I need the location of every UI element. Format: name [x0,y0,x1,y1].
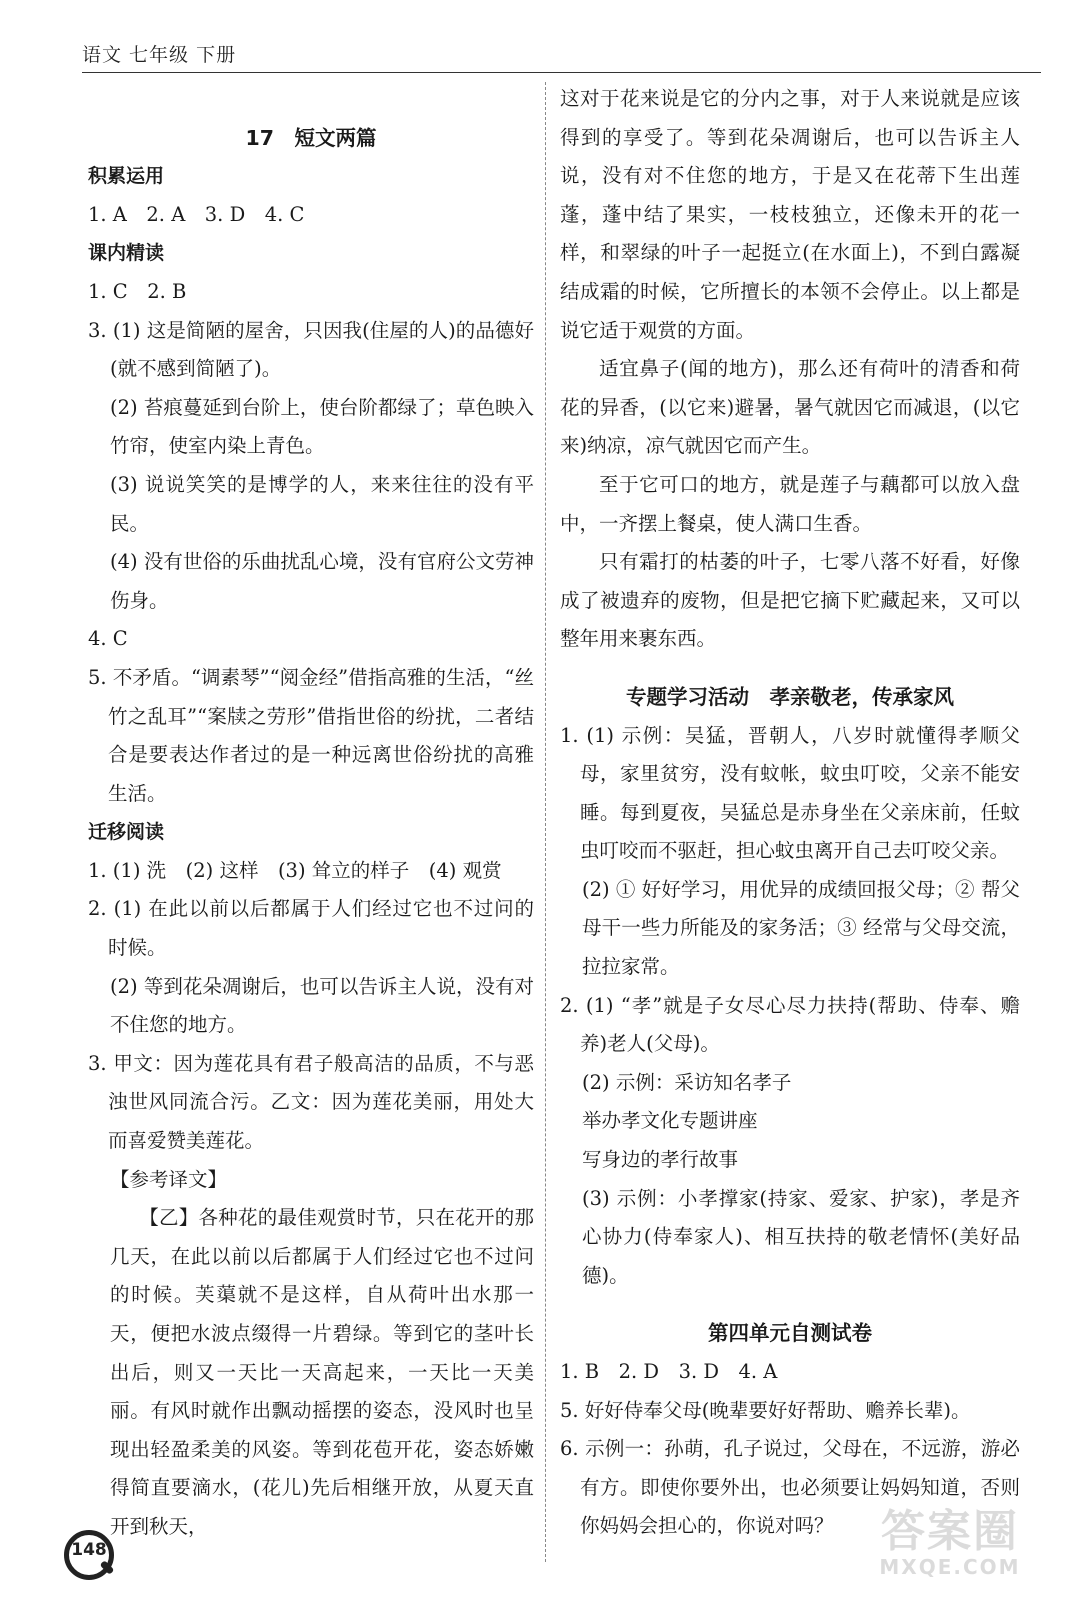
answer-q3-4: (4) 没有世俗的乐曲扰乱心境，没有官府公文劳神伤身。 [110,550,534,612]
answer-q3: 3. 甲文：因为莲花具有君子般高洁的品质，不与恶浊世风同流合污。乙文：因为莲花美丽，用处大而喜爱赞美莲花。 [88,1051,534,1153]
section-heading-transfer-reading: 迁移阅读 [88,821,165,844]
header-rule [82,72,1041,73]
unit-answer-line: 1. B 2. D 3. D 4. A [560,1360,778,1383]
topic-answer-q2-2-item: 举办孝文化专题讲座 [582,1109,758,1133]
watermark-text: 答案圈 [881,1506,1019,1557]
topic-answer-q1-1: 1. (1) 示例：吴猛，晋朝人，八岁时就懂得孝顺父母，家里贫穷，没有蚊帐，蚊虫叮咬，父亲不能安睡。每到夏夜，吴猛总是赤身坐在父亲床前，任蚊虫叮咬而不驱赶，担心蚊虫离开自己去叮咬父亲。 [560,723,1020,863]
answer-q3-2: (2) 苔痕蔓延到台阶上，使台阶都绿了；草色映入竹帘，使室内染上青色。 [110,395,534,458]
reference-translation-text: 【乙】各种花的最佳观赏时节，只在花开的那几天，在此以前以后都属于人们经过它也不过问的时候。芙蕖就不是这样，自从荷叶出水那一天，便把水波点缀得一片碧绿。等到它的茎叶长出后，则又一天比一天高起来，一天比一天美丽。有风时就作出飘动摇摆的姿态，没风时也呈现出轻盈柔美的风姿。等到花苞开花，姿态娇嫩得简直要滴水，(花儿)先后相继开放，从夏天直开到秋天， [110,1206,534,1538]
topic-answer-q2-3: (3) 示例：小孝撑家(持家、爱家、护家)，孝是齐心协力(侍奉家人)、相互扶持的敬老情怀(美好品德)。 [582,1186,1020,1287]
left-column [88,80,534,1547]
spacer [560,659,1020,678]
translation-paragraph-3: 至于它可口的地方，就是莲子与藕都可以放入盘中，一齐摆上餐桌，使人满口生香。 [560,472,1020,535]
topic-answer-q2-2-item: 写身边的孝行故事 [582,1148,739,1172]
answer-line: 1. A 2. A 3. D 4. C [88,202,305,226]
answer-q3-1: 3. (1) 这是简陋的屋舍，只因我(住屋的人)的品德好(就不感到简陋了)。 [88,318,534,381]
translation-paragraph-4: 只有霜打的枯萎的叶子，七零八落不好看，好像成了被遗弃的废物，但是把它摘下贮藏起来，又可以整年用来裹东西。 [560,550,1020,651]
translation-paragraph-2: 适宜鼻子(闻的地方)，那么还有荷叶的清香和荷花的异香，(以它来)避暑，暑气就因它而减退，(以它来)纳凉，凉气就因它而产生。 [560,357,1020,458]
topic-answer-q2-1: 2. (1) “孝”就是子女尽心尽力扶持(帮助、侍奉、赡养)老人(父母)。 [560,993,1020,1056]
topic-answer-q2-2: (2) 示例：采访知名孝子 [582,1070,792,1094]
answer-q2-1: 2. (1) 在此以前以后都属于人们经过它也不过问的时候。 [88,897,534,960]
answer-q3-3: (3) 说说笑笑的是博学的人，来来往往的没有平民。 [110,472,534,535]
unit-answer-q5: 5. 好好侍奉父母(晚辈要好好帮助、赡养长辈)。 [560,1398,971,1422]
answer-q1: 1. (1) 洗 (2) 这样 (3) 耸立的样子 (4) 观赏 [88,858,502,882]
topic-answer-q1-2: (2) ① 好好学习，用优异的成绩回报父母；② 帮父母干一些力所能及的家务活；③ 经常与父母交流，拉拉家常。 [582,877,1020,979]
reference-translation-title: 【参考译文】 [110,1167,228,1191]
page-number-badge [60,1526,116,1582]
answer-q4: 4. C [88,627,128,651]
watermark-logo [855,1508,1045,1582]
unit-answer-q6: 6. 示例一：孙萌，孔子说过，父母在，不远游，游必有方。即使你要外出，也必须要让妈妈知道，否则你妈妈会担心的，你说对吗？ [560,1437,1020,1538]
answer-line: 1. C 2. B [88,279,187,303]
spacer [88,80,534,119]
right-column [560,80,1020,1546]
watermark-url: MXQE.COM [879,1555,1021,1579]
unit-test-title: 第四单元自测试卷 [708,1321,872,1346]
answer-q5: 5. 不矛盾。“调素琴”“阅金经”借指高雅的生活，“丝竹之乱耳”“案牍之劳形”借指世俗的纷扰，二者结合是要表达作者过的是一种远离世俗纷扰的高雅生活。 [88,665,534,805]
section-heading-accumulate: 积累运用 [88,165,165,188]
answer-q2-2: (2) 等到花朵凋谢后，也可以告诉主人说，没有对不住您的地方。 [110,974,534,1037]
section-heading-intensive-reading: 课内精读 [88,242,165,265]
topic-activity-title: 专题学习活动 孝亲敬老，传承家风 [626,684,954,709]
page-header: 语文 七年级 下册 [82,44,237,66]
translation-continued: 这对于花来说是它的分内之事，对于人来说就是应该得到的享受了。等到花朵凋谢后，也可以告诉主人说，没有对不住您的地方，于是又在花蒂下生出莲蓬，蓬中结了果实，一枝枝独立，还像未开的花一样，和翠绿的叶子一起挺立(在水面上)，不到白露凝结成霜的时候，它所擅长的本领不会停止。以上都是说它适于观赏的方面。 [560,87,1020,342]
column-divider [545,82,546,1562]
lesson-title: 17 短文两篇 [245,125,377,150]
spacer [560,1295,1020,1314]
page-number: 148 [71,1540,107,1560]
